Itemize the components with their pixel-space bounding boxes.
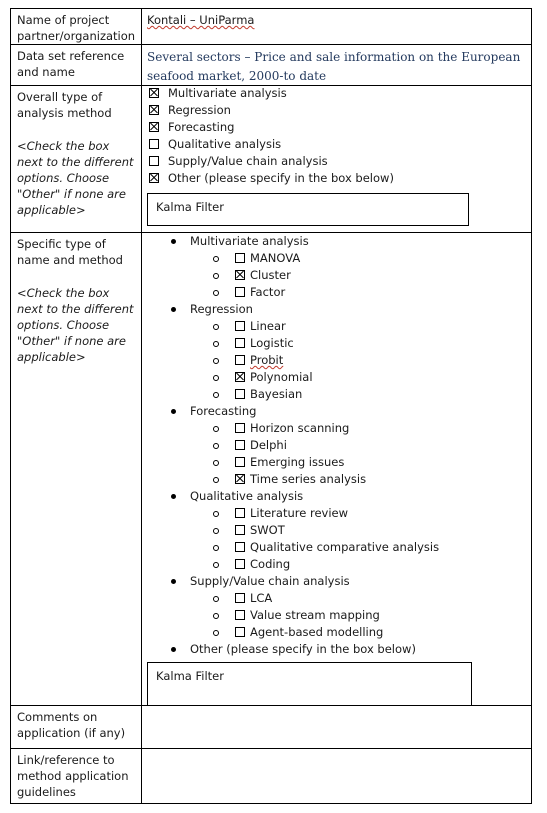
method-item-label: Agent-based modelling	[250, 625, 384, 639]
specific-other-text: Kalma Filter	[156, 669, 224, 683]
bullet-icon	[171, 494, 176, 499]
method-item-label: MANOVA	[250, 251, 301, 265]
method-item-label: Linear	[250, 319, 286, 333]
method-item-label: Horizon scanning	[250, 421, 350, 435]
overall-other-text: Kalma Filter	[156, 200, 224, 214]
overall-label	[17, 89, 137, 218]
bullet-icon	[171, 579, 176, 584]
method-group	[141, 488, 527, 505]
method-item[interactable]	[141, 522, 527, 539]
method-item[interactable]	[141, 352, 527, 369]
overall-option[interactable]	[149, 170, 527, 187]
method-item[interactable]	[141, 556, 527, 573]
sub-bullet-icon	[213, 290, 219, 296]
checkbox-checked-icon[interactable]	[149, 173, 159, 183]
overall-note: <Check the box next to the different options. Choose "Other" if none are applicable>	[17, 139, 134, 217]
overall-option-label: Supply/Value chain analysis	[168, 154, 328, 168]
specific-label-text: Specific type of name and method	[17, 237, 123, 267]
sub-bullet-icon	[213, 443, 219, 449]
sub-bullet-icon	[213, 477, 219, 483]
sub-bullet-icon	[213, 324, 219, 330]
sub-bullet-icon	[213, 392, 219, 398]
overall-option-label: Regression	[168, 103, 231, 117]
row-link	[10, 748, 532, 804]
checkbox-empty-icon[interactable]	[235, 508, 245, 518]
bullet-icon	[171, 647, 176, 652]
sub-bullet-icon	[213, 545, 219, 551]
overall-options	[149, 85, 527, 187]
method-item-label: Factor	[250, 285, 286, 299]
sub-bullet-icon	[213, 256, 219, 262]
checkbox-empty-icon[interactable]	[149, 156, 159, 166]
sub-bullet-icon	[213, 596, 219, 602]
method-item-label: Coding	[250, 557, 291, 571]
checkbox-empty-icon[interactable]	[235, 321, 245, 331]
checkbox-empty-icon[interactable]	[235, 559, 245, 569]
method-group-label: Qualitative analysis	[190, 489, 304, 503]
checkbox-checked-icon[interactable]	[149, 88, 159, 98]
method-item[interactable]	[141, 369, 527, 386]
specific-label	[17, 236, 137, 365]
method-item-label: Time series analysis	[250, 472, 367, 486]
sub-bullet-icon	[213, 528, 219, 534]
checkbox-checked-icon[interactable]	[235, 372, 245, 382]
checkbox-empty-icon[interactable]	[235, 423, 245, 433]
method-item[interactable]	[141, 624, 527, 641]
method-group	[141, 573, 527, 590]
method-group	[141, 641, 527, 658]
overall-option-label: Forecasting	[168, 120, 235, 134]
sub-bullet-icon	[213, 511, 219, 517]
overall-option[interactable]	[149, 102, 527, 119]
checkbox-empty-icon[interactable]	[235, 525, 245, 535]
checkbox-empty-icon[interactable]	[235, 593, 245, 603]
method-item[interactable]	[141, 386, 527, 403]
checkbox-empty-icon[interactable]	[149, 139, 159, 149]
checkbox-checked-icon[interactable]	[235, 270, 245, 280]
method-group	[141, 403, 527, 420]
link-label: Link/reference to method application guidelines	[17, 753, 129, 799]
method-item[interactable]	[141, 505, 527, 522]
method-item-label: Bayesian	[250, 387, 303, 401]
method-item[interactable]	[141, 335, 527, 352]
checkbox-empty-icon[interactable]	[235, 389, 245, 399]
bullet-icon	[171, 307, 176, 312]
checkbox-checked-icon[interactable]	[149, 105, 159, 115]
row-partner	[10, 8, 532, 44]
overall-option[interactable]	[149, 119, 527, 136]
row-comments	[10, 705, 532, 748]
method-item[interactable]	[141, 284, 527, 301]
checkbox-empty-icon[interactable]	[235, 440, 245, 450]
dataset-label: Data set reference and name	[17, 49, 125, 79]
method-group-label: Regression	[190, 302, 253, 316]
partner-value[interactable]	[147, 12, 527, 29]
method-group	[141, 233, 527, 250]
method-item[interactable]	[141, 437, 527, 454]
method-item-label: SWOT	[250, 523, 285, 537]
checkbox-empty-icon[interactable]	[235, 627, 245, 637]
sub-bullet-icon	[213, 358, 219, 364]
method-item[interactable]	[141, 607, 527, 624]
sub-bullet-icon	[213, 630, 219, 636]
checkbox-empty-icon[interactable]	[235, 610, 245, 620]
overall-option[interactable]	[149, 136, 527, 153]
sub-bullet-icon	[213, 562, 219, 568]
method-item[interactable]	[141, 539, 527, 556]
sub-bullet-icon	[213, 341, 219, 347]
method-item-label: Probit	[250, 353, 284, 367]
method-item[interactable]	[141, 250, 527, 267]
overall-other-box[interactable]	[147, 193, 469, 226]
overall-option-label: Other (please specify in the box below)	[168, 171, 394, 185]
method-item[interactable]	[141, 471, 527, 488]
overall-option[interactable]	[149, 85, 527, 102]
checkbox-checked-icon[interactable]	[235, 474, 245, 484]
checkbox-empty-icon[interactable]	[235, 355, 245, 365]
method-item[interactable]	[141, 454, 527, 471]
method-item-label: Value stream mapping	[250, 608, 380, 622]
method-item-label: Polynomial	[250, 370, 313, 384]
checkbox-empty-icon[interactable]	[235, 457, 245, 467]
method-item-label: Logistic	[250, 336, 294, 350]
method-item-label: Qualitative comparative analysis	[250, 540, 440, 554]
method-item[interactable]	[141, 420, 527, 437]
sub-bullet-icon	[213, 375, 219, 381]
method-group-label: Multivariate analysis	[190, 234, 309, 248]
sub-bullet-icon	[213, 426, 219, 432]
bullet-icon	[171, 409, 176, 414]
method-group-label: Other (please specify in the box below)	[190, 642, 416, 656]
checkbox-empty-icon[interactable]	[235, 542, 245, 552]
bullet-icon	[171, 239, 176, 244]
specific-other-box[interactable]	[147, 662, 472, 706]
method-item[interactable]	[141, 267, 527, 284]
overall-option[interactable]	[149, 153, 527, 170]
partner-text: Kontali – UniParma	[147, 13, 255, 27]
row-specific	[10, 232, 532, 705]
checkbox-empty-icon[interactable]	[235, 287, 245, 297]
overall-option-label: Qualitative analysis	[168, 137, 282, 151]
sub-bullet-icon	[213, 273, 219, 279]
method-group-label: Forecasting	[190, 404, 257, 418]
method-item-label: Literature review	[250, 506, 348, 520]
method-item[interactable]	[141, 318, 527, 335]
method-item-label: LCA	[250, 591, 273, 605]
specific-note: <Check the box next to the different options. Choose "Other" if none are applicable>	[17, 286, 134, 364]
dataset-value[interactable]: Several sectors – Price and sale information on the European seafood market, 2000-to date	[147, 50, 521, 83]
row-overall	[10, 85, 532, 232]
row-dataset	[10, 44, 532, 85]
method-group-label: Supply/Value chain analysis	[190, 574, 350, 588]
comments-label: Comments on application (if any)	[17, 710, 126, 740]
overall-option-label: Multivariate analysis	[168, 86, 287, 100]
method-item-label: Emerging issues	[250, 455, 345, 469]
overall-label-text: Overall type of analysis method	[17, 90, 112, 120]
checkbox-checked-icon[interactable]	[149, 122, 159, 132]
method-item-label: Delphi	[250, 438, 287, 452]
checkbox-empty-icon[interactable]	[235, 338, 245, 348]
method-item[interactable]	[141, 590, 527, 607]
method-item-label: Cluster	[250, 268, 291, 282]
specific-list	[141, 233, 527, 658]
partner-label: Name of project partner/organization	[17, 13, 136, 43]
checkbox-empty-icon[interactable]	[235, 253, 245, 263]
sub-bullet-icon	[213, 460, 219, 466]
sub-bullet-icon	[213, 613, 219, 619]
method-form-table	[10, 8, 532, 804]
method-group	[141, 301, 527, 318]
